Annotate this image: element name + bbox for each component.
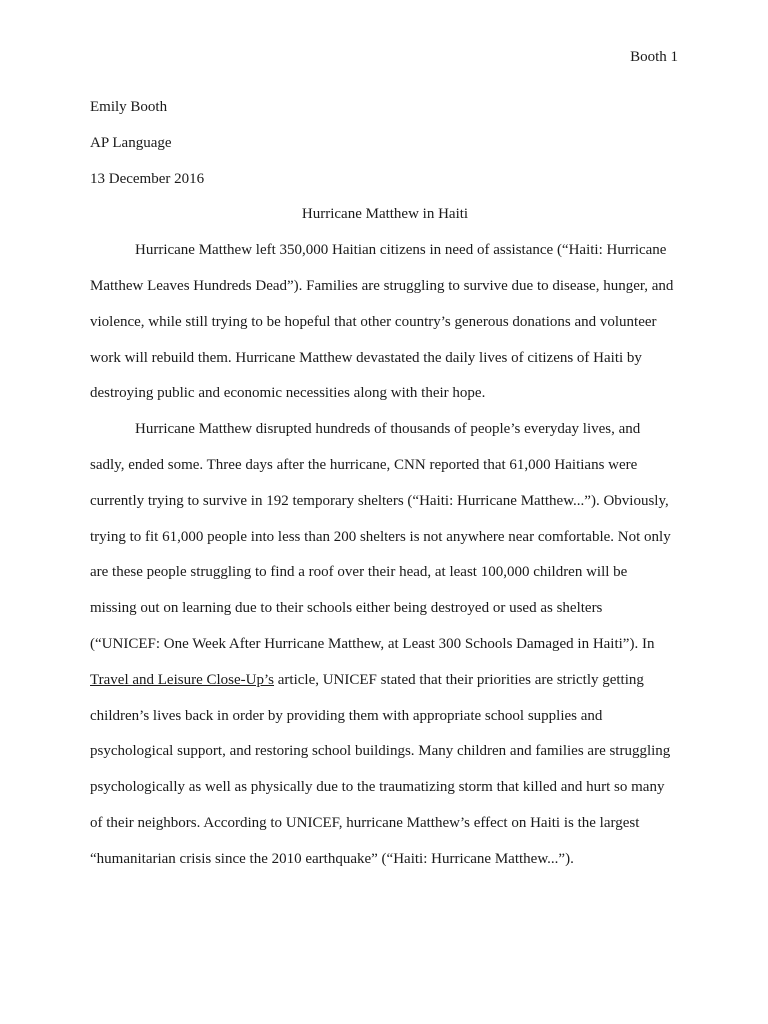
- paragraph-2: [90, 412, 680, 877]
- paragraph-line: psychological support, and restoring school buildings. Many children and families are struggling: [90, 743, 671, 760]
- paragraph-line: violence, while still trying to be hopeful that other country’s generous donations and volunteer: [90, 313, 657, 330]
- paragraph-line: children’s lives back in order by providing them with appropriate school supplies and: [90, 707, 603, 724]
- paragraph-line: (“UNICEF: One Week After Hurricane Matthew, at Least 300 Schools Damaged in Haiti”). In: [90, 635, 655, 652]
- paragraph-line: psychologically as well as physically due to the traumatizing storm that killed and hurt so many: [90, 779, 665, 796]
- paragraph-line: [90, 663, 680, 699]
- paragraph-line: “humanitarian crisis since the 2010 earthquake” (“Haiti: Hurricane Matthew...”).: [90, 850, 574, 867]
- paragraph-line: of their neighbors. According to UNICEF, hurricane Matthew’s effect on Haiti is the largest: [90, 814, 640, 831]
- paragraph-line: destroying public and economic necessities along with their hope.: [90, 385, 486, 402]
- paragraph-line: work will rebuild them. Hurricane Matthew devastated the daily lives of citizens of Haiti by: [90, 349, 642, 366]
- paragraph-line: Hurricane Matthew left 350,000 Haitian citizens in need of assistance (“Haiti: Hurricane: [135, 242, 667, 259]
- paragraph-line: trying to fit 61,000 people into less than 200 shelters is not anywhere near comfortable. Not only: [90, 528, 671, 545]
- essay-title: Hurricane Matthew in Haiti: [301, 206, 469, 223]
- paragraph-line: are these people struggling to find a roof over their head, at least 100,000 children will be: [90, 564, 628, 581]
- source-title-underlined: Travel and Leisure Close-Up’s: [90, 671, 274, 688]
- paragraph-1: [90, 233, 680, 412]
- paragraph-line: Hurricane Matthew disrupted hundreds of thousands of people’s everyday lives, and: [135, 421, 641, 438]
- essay-date: 13 December 2016: [90, 170, 205, 187]
- paragraph-line: sadly, ended some. Three days after the hurricane, CNN reported that 61,000 Haitians were: [90, 456, 638, 473]
- author-name: Emily Booth: [90, 99, 168, 115]
- course-name: AP Language: [90, 134, 172, 151]
- running-head: Booth 1: [630, 49, 678, 65]
- paragraph-line-rest: article, UNICEF stated that their priorities are strictly getting: [274, 671, 644, 688]
- paragraph-line: currently trying to survive in 192 temporary shelters (“Haiti: Hurricane Matthew...”). Obviously,: [90, 492, 669, 509]
- paragraph-line: Matthew Leaves Hundreds Dead”). Families are struggling to survive due to disease, hunger, and: [90, 277, 674, 294]
- paragraph-line: missing out on learning due to their schools either being destroyed or used as shelters: [90, 600, 603, 617]
- document-body: [90, 90, 680, 878]
